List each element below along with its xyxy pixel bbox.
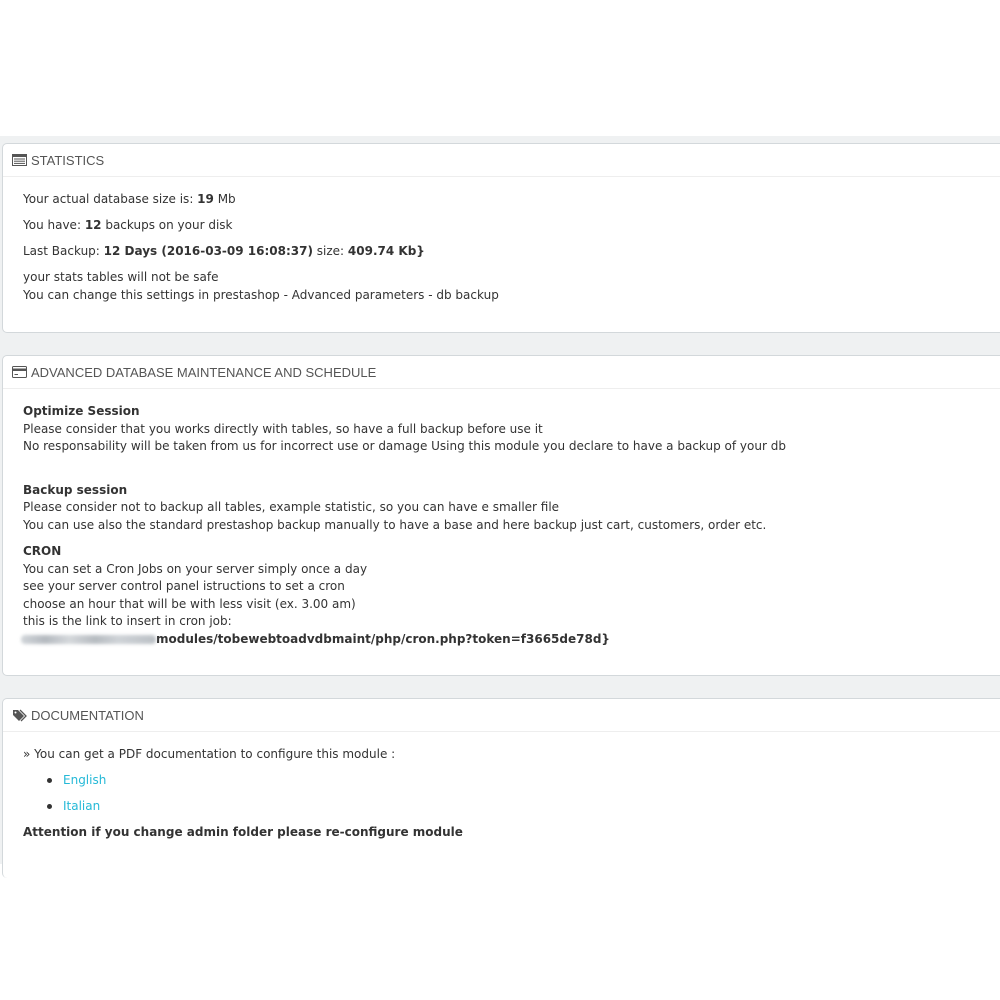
documentation-intro: » You can get a PDF documentation to configure this module :: [23, 747, 396, 761]
optimize-line-2: No responsability will be taken from us for incorrect use or damage Using this module you declare to have a backup of your db: [23, 439, 786, 453]
last-backup-size-value: 409.74 Kb}: [347, 244, 425, 258]
backup-line-1: Please consider not to backup all tables, example statistic, so you can have e smaller file: [23, 500, 560, 514]
blurred-domain: [21, 635, 156, 644]
attention-note: Attention if you change admin folder please re-configure module: [23, 825, 463, 839]
db-size-unit: Mb: [213, 192, 236, 206]
last-backup-label: Last Backup:: [23, 244, 104, 258]
last-backup-size-label: size:: [312, 244, 348, 258]
cron-line-2: see your server control panel istructions to set a cron: [23, 579, 345, 593]
documentation-panel: [2, 698, 1000, 878]
documentation-panel-heading: [3, 699, 1000, 732]
list-icon: [12, 154, 27, 166]
backup-line-2: You can use also the standard prestashop backup manually to have a base and here backup just cart, customers, order etc.: [23, 517, 767, 532]
stats-note-line-1: your stats tables will not be safe: [23, 270, 219, 284]
documentation-body: [3, 732, 1000, 842]
list-item: [47, 772, 1000, 790]
italian-doc-link[interactable]: Italian: [63, 799, 101, 813]
statistics-panel: [2, 143, 1000, 333]
optimize-line-1: Please consider that you works directly with tables, so have a full backup before use it: [23, 421, 543, 436]
advanced-body: [3, 389, 1000, 648]
stats-note: [23, 269, 1000, 304]
documentation-title: DOCUMENTATION: [31, 707, 144, 723]
statistics-title: STATISTICS: [31, 152, 105, 168]
db-size-label: Your actual database size is:: [23, 192, 198, 206]
backups-label: You have:: [23, 218, 85, 232]
backups-count: 12: [84, 218, 102, 232]
list-item: [47, 798, 1000, 816]
last-backup-value: 12 Days (2016-03-09 16:08:37): [103, 244, 313, 258]
bullet-icon: [47, 804, 52, 809]
tags-icon: [12, 709, 27, 721]
bullet-icon: [47, 778, 52, 783]
last-backup-line: [23, 243, 1000, 261]
db-size-value: 19: [197, 192, 214, 206]
backups-suffix: backups on your disk: [101, 218, 233, 232]
db-size-line: [23, 191, 1000, 209]
advanced-panel-heading: [3, 356, 1000, 389]
cron-url-row: [23, 631, 1000, 649]
cron-line-3: choose an hour that will be with less visit (ex. 3.00 am): [23, 596, 356, 611]
cron-line-1: You can set a Cron Jobs on your server simply once a day: [23, 561, 368, 576]
backup-session-title: Backup session: [23, 482, 128, 497]
statistics-body: [3, 177, 1000, 304]
advanced-maintenance-panel: [2, 355, 1000, 676]
credit-card-icon: [12, 366, 27, 378]
optimize-session-title: Optimize Session: [23, 404, 140, 418]
english-doc-link[interactable]: English: [63, 773, 107, 787]
backups-count-line: [23, 217, 1000, 235]
documentation-links: [23, 772, 1000, 816]
cron-line-4: this is the link to insert in cron job:: [23, 614, 232, 628]
cron-title: CRON: [23, 544, 62, 558]
statistics-panel-heading: [3, 144, 1000, 177]
advanced-title: ADVANCED DATABASE MAINTENANCE AND SCHEDULE: [31, 364, 377, 380]
stats-note-line-2: You can change this settings in prestashop - Advanced parameters - db backup: [23, 287, 499, 302]
cron-url-path: modules/tobewebtoadvdbmaint/php/cron.php?token=f3665de78d}: [156, 631, 610, 646]
